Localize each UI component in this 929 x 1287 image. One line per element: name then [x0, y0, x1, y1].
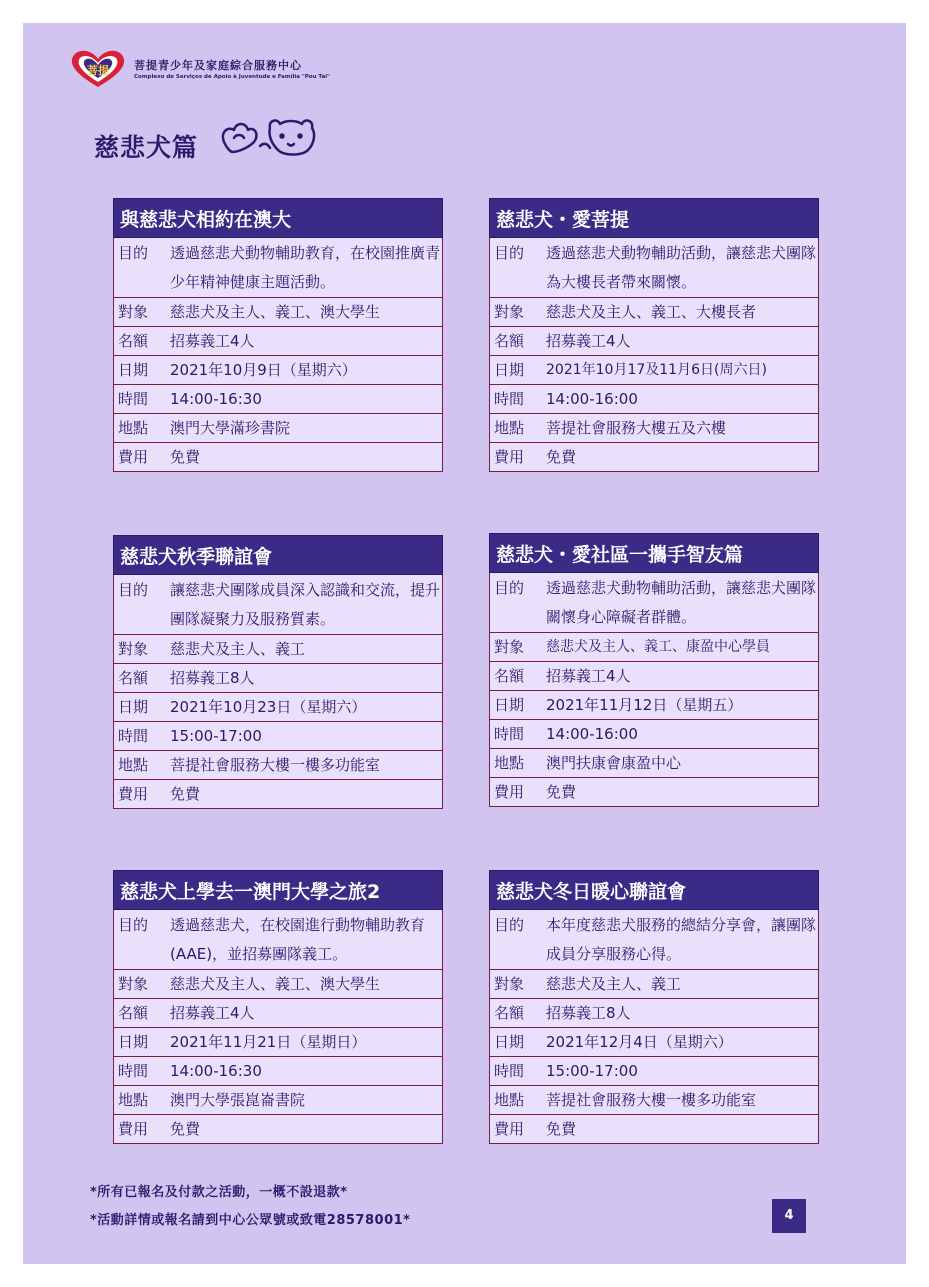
field-value: 15:00-17:00 [546, 1062, 638, 1080]
field-label: 目的 [494, 244, 525, 262]
row-target [489, 298, 819, 327]
activity-card-6 [489, 870, 819, 1144]
field-label: 時間 [118, 1062, 149, 1080]
svg-text:菩提: 菩提 [87, 64, 109, 77]
field-value: 免費 [170, 448, 201, 466]
field-value: 14:00-16:30 [170, 390, 262, 408]
row-date [113, 693, 443, 722]
org-logo [66, 47, 386, 97]
row-purpose [113, 575, 443, 635]
field-value: 慈悲犬及主人、義工 [170, 640, 306, 658]
field-label: 地點 [494, 754, 525, 772]
row-quota [489, 662, 819, 691]
card-title: 慈悲犬冬日暖心聯誼會 [489, 870, 819, 910]
dog-hand-icon [218, 112, 338, 162]
row-venue [489, 1086, 819, 1115]
field-label: 日期 [494, 361, 525, 379]
field-value: 2021年11月12日（星期五） [546, 696, 743, 714]
row-fee [113, 1115, 443, 1144]
field-value: 15:00-17:00 [170, 727, 262, 745]
field-label: 地點 [118, 756, 149, 774]
row-quota [113, 327, 443, 356]
field-label: 目的 [118, 916, 149, 934]
field-label: 日期 [494, 1033, 525, 1051]
row-fee [113, 780, 443, 809]
row-target [489, 970, 819, 999]
field-value: 讓慈悲犬團隊成員深入認識和交流，提升團隊凝聚力及服務質素。 [170, 581, 441, 628]
row-date [489, 1028, 819, 1057]
org-name-zh: 菩提青少年及家庭綜合服務中心 [134, 59, 302, 72]
field-label: 目的 [494, 916, 525, 934]
contact-note: *活動詳情或報名請到中心公眾號或致電28578001* [90, 1213, 411, 1228]
field-value: 2021年10月9日（星期六） [170, 361, 357, 379]
field-value: 澳門大學滿珍書院 [170, 419, 291, 437]
card-title: 慈悲犬上學去一澳門大學之旅2 [113, 870, 443, 910]
row-fee [113, 443, 443, 472]
field-value: 菩提社會服務大樓五及六樓 [546, 419, 727, 437]
row-venue [489, 749, 819, 778]
field-label: 名額 [494, 332, 525, 350]
field-value: 菩提社會服務大樓一樓多功能室 [546, 1091, 757, 1109]
row-time [113, 722, 443, 751]
row-date [489, 356, 819, 385]
field-value: 透過慈悲犬，在校園進行動物輔助教育(AAE)，並招募團隊義工。 [170, 916, 426, 963]
field-value: 2021年12月4日（星期六） [546, 1033, 733, 1051]
row-date [113, 356, 443, 385]
field-label: 時間 [118, 727, 149, 745]
field-label: 日期 [118, 698, 149, 716]
row-date [113, 1028, 443, 1057]
field-value: 2021年10月23日（星期六） [170, 698, 367, 716]
activity-card-4 [489, 533, 819, 807]
field-label: 日期 [118, 361, 149, 379]
row-venue [489, 414, 819, 443]
row-quota [113, 999, 443, 1028]
field-label: 地點 [494, 1091, 525, 1109]
field-value: 免費 [546, 448, 577, 466]
field-value: 招募義工4人 [170, 1004, 255, 1022]
field-value: 透過慈悲犬動物輔助教育，在校園推廣青少年精神健康主題活動。 [170, 244, 441, 291]
field-label: 費用 [494, 448, 525, 466]
row-target [113, 635, 443, 664]
field-label: 地點 [494, 419, 525, 437]
field-value: 本年度慈悲犬服務的總結分享會，讓團隊成員分享服務心得。 [546, 916, 817, 963]
row-venue [113, 1086, 443, 1115]
row-date [489, 691, 819, 720]
field-label: 對象 [494, 303, 525, 321]
refund-note: *所有已報名及付款之活動，一概不設退款* [90, 1185, 348, 1200]
field-value: 慈悲犬及主人、義工、澳大學生 [170, 975, 381, 993]
row-venue [113, 751, 443, 780]
row-time [489, 385, 819, 414]
field-label: 對象 [118, 303, 149, 321]
field-value: 免費 [546, 783, 577, 801]
field-value: 慈悲犬及主人、義工、大樓長者 [546, 303, 757, 321]
field-label: 日期 [494, 696, 525, 714]
field-value: 招募義工4人 [546, 667, 631, 685]
row-target [113, 298, 443, 327]
field-label: 名額 [118, 669, 149, 687]
field-label: 費用 [118, 1120, 149, 1138]
field-value: 透過慈悲犬動物輔助活動，讓慈悲犬團隊為大樓長者帶來關懷。 [546, 244, 817, 291]
card-title: 慈悲犬・愛社區一攜手智友篇 [489, 533, 819, 573]
field-label: 對象 [494, 638, 525, 656]
row-purpose [489, 238, 819, 298]
field-label: 時間 [494, 725, 525, 743]
row-quota [113, 664, 443, 693]
field-label: 時間 [494, 1062, 525, 1080]
field-label: 對象 [494, 975, 525, 993]
card-title: 慈悲犬秋季聯誼會 [113, 535, 443, 575]
field-label: 時間 [494, 390, 525, 408]
row-purpose [489, 573, 819, 633]
row-quota [489, 327, 819, 356]
field-label: 名額 [494, 1004, 525, 1022]
activity-card-2 [489, 198, 819, 472]
field-label: 地點 [118, 1091, 149, 1109]
field-value: 14:00-16:30 [170, 1062, 262, 1080]
field-value: 透過慈悲犬動物輔助活動，讓慈悲犬團隊關懷身心障礙者群體。 [546, 579, 817, 626]
field-value: 2021年11月21日（星期日） [170, 1033, 367, 1051]
field-value: 招募義工8人 [170, 669, 255, 687]
field-label: 目的 [118, 581, 149, 599]
field-label: 費用 [494, 1120, 525, 1138]
field-value: 免費 [170, 785, 201, 803]
field-value: 慈悲犬及主人、義工 [546, 975, 682, 993]
field-label: 地點 [118, 419, 149, 437]
field-value: 慈悲犬及主人、義工、康盈中心學員 [546, 639, 770, 655]
field-label: 時間 [118, 390, 149, 408]
activity-card-5 [113, 870, 443, 1144]
field-value: 14:00-16:00 [546, 725, 638, 743]
field-label: 名額 [118, 332, 149, 350]
org-name-pt: Complexo de Serviços de Apoio à Juventude e Família "Pou Tai" [134, 74, 330, 80]
row-fee [489, 1115, 819, 1144]
row-fee [489, 778, 819, 807]
field-label: 名額 [118, 1004, 149, 1022]
field-value: 14:00-16:00 [546, 390, 638, 408]
field-label: 對象 [118, 640, 149, 658]
field-label: 名額 [494, 667, 525, 685]
field-label: 費用 [118, 785, 149, 803]
row-time [489, 720, 819, 749]
row-fee [489, 443, 819, 472]
field-value: 澳門大學張崑崙書院 [170, 1091, 306, 1109]
field-value: 招募義工4人 [170, 332, 255, 350]
card-title: 慈悲犬・愛菩提 [489, 198, 819, 238]
field-label: 費用 [494, 783, 525, 801]
field-value: 招募義工4人 [546, 332, 631, 350]
row-time [489, 1057, 819, 1086]
row-venue [113, 414, 443, 443]
page-number: 4 [772, 1199, 806, 1233]
field-value: 免費 [546, 1120, 577, 1138]
row-quota [489, 999, 819, 1028]
row-purpose [113, 238, 443, 298]
activity-card-3 [113, 535, 443, 809]
field-value: 慈悲犬及主人、義工、澳大學生 [170, 303, 381, 321]
row-time [113, 385, 443, 414]
field-label: 對象 [118, 975, 149, 993]
activity-card-1 [113, 198, 443, 472]
field-label: 日期 [118, 1033, 149, 1051]
row-target [489, 633, 819, 662]
field-label: 目的 [118, 244, 149, 262]
field-value: 招募義工8人 [546, 1004, 631, 1022]
field-value: 澳門扶康會康盈中心 [546, 754, 682, 772]
card-title: 與慈悲犬相約在澳大 [113, 198, 443, 238]
field-value: 菩提社會服務大樓一樓多功能室 [170, 756, 381, 774]
heart-logo-icon [66, 47, 130, 91]
row-target [113, 970, 443, 999]
field-value: 2021年10月17及11月6日(周六日) [546, 362, 767, 378]
section-title: 慈悲犬篇 [94, 133, 199, 162]
row-purpose [489, 910, 819, 970]
row-purpose [113, 910, 443, 970]
field-value: 免費 [170, 1120, 201, 1138]
field-label: 費用 [118, 448, 149, 466]
row-time [113, 1057, 443, 1086]
field-label: 目的 [494, 579, 525, 597]
